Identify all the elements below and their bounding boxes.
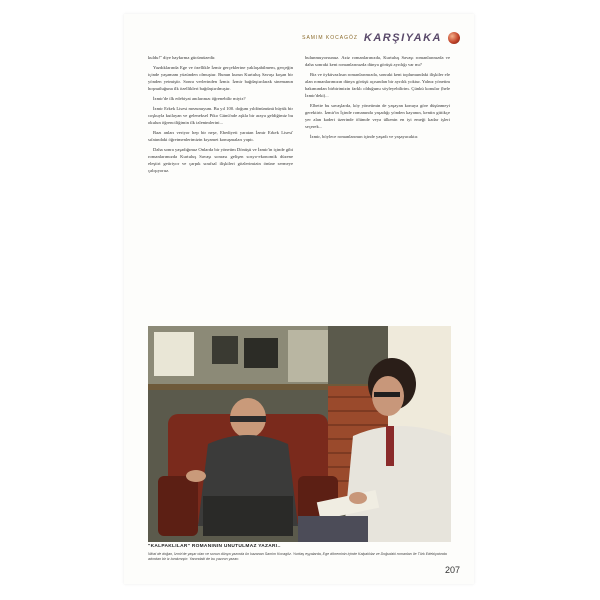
interview-photo bbox=[148, 326, 451, 542]
page-header bbox=[302, 32, 460, 44]
paragraph: Yazdıklarında Ege ve özellikle İzmir gerçeklerine yaklaşabilmem, gerçeğin içinde yaşamam yüzünden olmuştur. Bunun kurun Kurtuluş Savaşı koşan bir yönden yetmiştir. Sonra verlerinden İzmir. İzmir bağdaştırılarak sinemanın hoşnutluğuna ilk özellikleri bağdaştırılmıştır. bbox=[148, 65, 293, 91]
article-column-left bbox=[148, 54, 293, 316]
paragraph: Elbette bu savaşlarda, köy yönetimin de yaşayan konuya göre düşünmeyi gerektirir. İzmir'in İçinde romanında yaşadığı yönden kayanın, kentin gittikçe yer alan kaderi üzerinde ölümde veya ülkenin en iyi emeği kadar işleri seçerek... bbox=[305, 103, 450, 129]
paragraph: kuldu!" diye haykırma gücümüzedir. bbox=[148, 55, 216, 60]
caption-title: "KALPAKLILAR" ROMANININ UNUTULMAZ YAZARI.. bbox=[148, 544, 281, 549]
paragraph: İzmir Erkek Lisesi mezunuyum. Bu yıl 100. doğum yıldönümünü büyük bir coşkuyla kutlayan ve geleneksel Piko Günü'nde aşkla bir araya geldiğimiz bu okulun öğrenciliğimin ilk izlenimlerini... bbox=[148, 106, 293, 125]
article-columns bbox=[148, 54, 450, 316]
paragraph: Biz ve öyküvazlısın romanlarımızda, sonraki kent toplumundaki ilişkiler ele alan romanlarımızın dünya görüşü açısından bir ayrılık yoktur. Yalnız yönetim bakımından birbirimizin farklı olduğunu söyleyebilirim. Çünkü konular (hele İzmir'deki)... bbox=[305, 72, 450, 98]
paragraph: İzmir'de ilk edebiyat anılarınızı öğrenebilir miyiz? bbox=[153, 96, 246, 101]
page-number: 207 bbox=[444, 565, 460, 575]
paragraph: Daha sonra yaşadığımız Onlarda bir yönetim Dönüşü ve İzmir'in içinde gibi romanlarımızda Kurtuluş Savaşı sonrası gelişen sosyo-ekonomik düzene eleştiri getiriyor ve çarpık sınıfsal ilişkileri gözlerimizin önüne sermeye çalışıyoruz. bbox=[148, 147, 293, 173]
author-name: SAMIM KOCAGÖZ bbox=[302, 35, 358, 41]
paragraph: Bazı anları veriyor hep bir neşe, Ebediyeti yaratan İzmir Erkek Lisesi' sıfatındaki öğretmenlerimizin kıyamet konuşmaları yaptı. bbox=[148, 130, 293, 142]
caption-text: Nihai de doğan, İzmir'de yaşar olan ve sonun dünya yazında ün kazanan Samim Kocagöz. Yurttaş eşyalarda, Ege döneminin içinde Kalpaklılar ve Doğudaki romanları ile Türk Edebiyatında adından bir iz bırakmıştır. Yanındaki de bu yazının yazarı. bbox=[148, 552, 447, 561]
paragraph: İzmir, böylece romanlarımın içinde yaşadı ve yaşayacaktır. bbox=[310, 134, 419, 139]
section-title: KARŞIYAKA bbox=[363, 32, 442, 44]
interview-photo-illustration bbox=[148, 326, 451, 542]
article-column-right bbox=[305, 54, 450, 316]
decorative-ball-icon bbox=[448, 32, 460, 44]
paragraph: bulunmuyorsunuz. Aziz romanlarınızda, Kurtuluş Savaşı romanlarınızda ve daha sonraki kent romanlarınızda dünya görüşü ayrılığı var mı? bbox=[305, 55, 450, 67]
magazine-page bbox=[124, 14, 474, 584]
